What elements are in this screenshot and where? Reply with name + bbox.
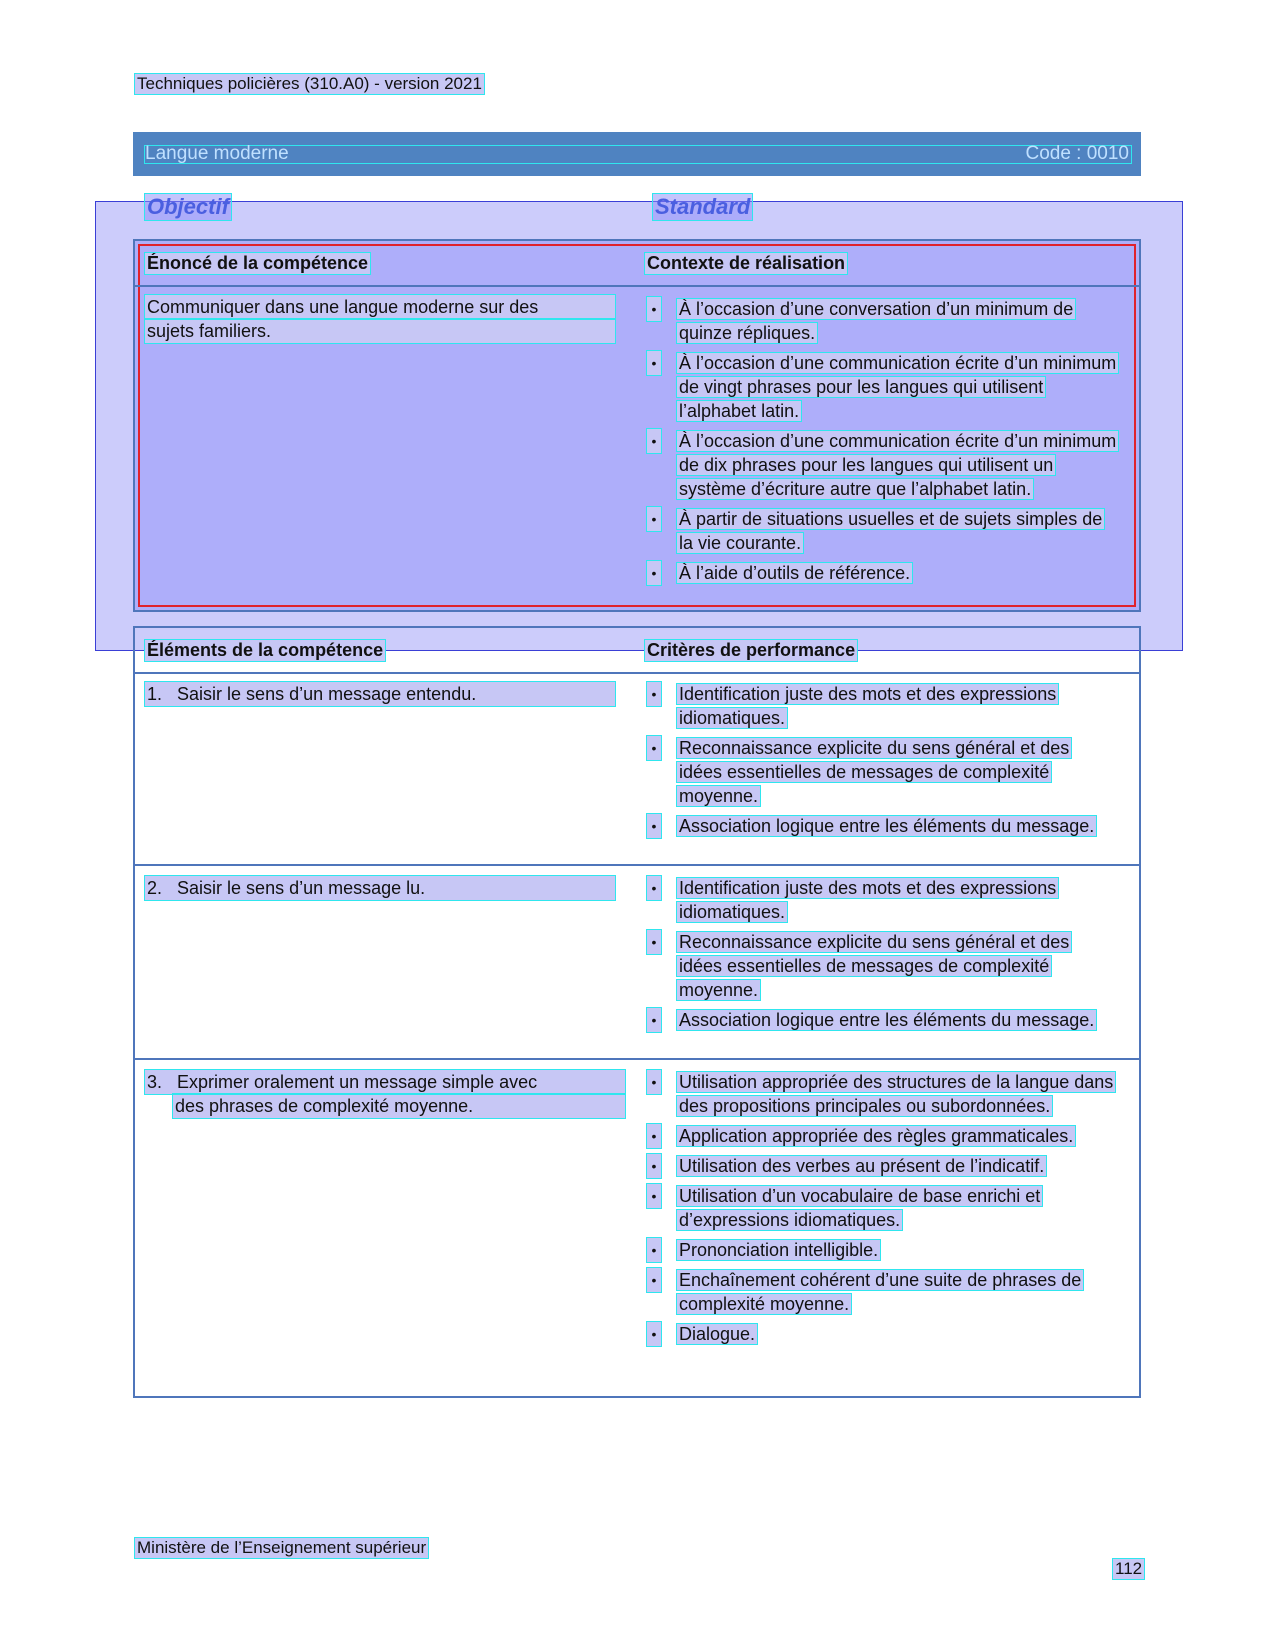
page-number: 112 xyxy=(1115,1559,1143,1578)
course-title: Langue moderne xyxy=(145,143,289,164)
element-line xyxy=(145,876,615,900)
objective-label: Objectif xyxy=(147,194,229,219)
criterion-text: Utilisation d’un vocabulaire de base enrichi et d’expressions idiomatiques. xyxy=(679,1186,1041,1230)
course-code: Code : 0010 xyxy=(1025,143,1129,164)
context-item-text: À l’occasion d’une communication écrite d’un minimum de dix phrases pour les langues qui utilisent un système d’écriture autre que l’alphabet latin. xyxy=(679,431,1117,499)
element-line xyxy=(145,1070,625,1094)
row-divider xyxy=(135,1058,1139,1060)
bullet-icon: • xyxy=(647,429,661,453)
criterion-text: Identification juste des mots et des expressions idiomatiques. xyxy=(679,684,1057,728)
criterion-text: Reconnaissance explicite du sens général et des idées essentielles de messages de complexité moyenne. xyxy=(679,932,1070,1000)
context-item-text: À partir de situations usuelles et de sujets simples de la vie courante. xyxy=(679,509,1103,553)
bullet-icon: • xyxy=(647,930,661,954)
elements-heading: Éléments de la compétence xyxy=(147,640,384,660)
context-item-text: À l’occasion d’une conversation d’un minimum de quinze répliques. xyxy=(679,299,1074,343)
statement-heading: Énoncé de la compétence xyxy=(147,253,369,273)
element-number: 2. xyxy=(147,878,163,898)
competency-header-row xyxy=(135,241,1139,287)
context-item xyxy=(647,507,1117,555)
criterion-item xyxy=(647,814,1117,838)
bullet-icon: • xyxy=(647,1124,661,1148)
criterion-text: Prononciation intelligible. xyxy=(679,1240,879,1260)
criteria-list-2 xyxy=(647,876,1117,1038)
criterion-text: Utilisation appropriée des structures de la langue dans des propositions principales ou subordonnées. xyxy=(679,1072,1114,1116)
competency-table xyxy=(133,239,1141,612)
statement-line: Communiquer dans une langue moderne sur des xyxy=(145,295,615,319)
context-heading: Contexte de réalisation xyxy=(647,253,846,273)
criterion-text: Enchaînement cohérent d’une suite de phrases de complexité moyenne. xyxy=(679,1270,1082,1314)
footer-ministry: Ministère de l’Enseignement supérieur xyxy=(137,1538,427,1557)
criteria-heading: Critères de performance xyxy=(647,640,856,660)
criterion-item xyxy=(647,1322,1117,1346)
bullet-icon: • xyxy=(647,1322,661,1346)
criterion-item xyxy=(647,682,1117,730)
course-title-bar xyxy=(133,132,1141,176)
competency-statement xyxy=(145,295,615,343)
element-line xyxy=(145,682,615,706)
section-labels xyxy=(145,194,1125,224)
element-number: 3. xyxy=(147,1072,163,1092)
elements-table xyxy=(133,626,1141,1398)
criterion-item xyxy=(647,1008,1117,1032)
context-item xyxy=(647,561,1117,585)
bullet-icon: • xyxy=(647,351,661,375)
criterion-item xyxy=(647,1154,1117,1178)
element-text: Saisir le sens d’un message lu. xyxy=(177,878,426,898)
criterion-item xyxy=(647,876,1117,924)
criterion-item xyxy=(647,1124,1117,1148)
element-3 xyxy=(145,1070,625,1118)
element-text: Exprimer oralement un message simple avec xyxy=(177,1072,538,1092)
bullet-icon: • xyxy=(647,876,661,900)
bullet-icon: • xyxy=(647,814,661,838)
element-line: des phrases de complexité moyenne. xyxy=(173,1094,625,1118)
element-text: Saisir le sens d’un message entendu. xyxy=(177,684,477,704)
bullet-icon: • xyxy=(647,507,661,531)
bullet-icon: • xyxy=(647,1008,661,1032)
bullet-icon: • xyxy=(647,1268,661,1292)
bullet-icon: • xyxy=(647,1154,661,1178)
criteria-list-1 xyxy=(647,682,1117,844)
criterion-text: Reconnaissance explicite du sens général et des idées essentielles de messages de complexité moyenne. xyxy=(679,738,1070,806)
criterion-text: Association logique entre les éléments du message. xyxy=(679,1010,1095,1030)
running-header: Techniques policières (310.A0) - version 2021 xyxy=(137,74,482,93)
context-item-text: À l’occasion d’une communication écrite d’un minimum de vingt phrases pour les langues qui utilisent l’alphabet latin. xyxy=(679,353,1117,421)
bullet-icon: • xyxy=(647,736,661,760)
elements-header-row xyxy=(135,628,1139,674)
criterion-item xyxy=(647,1268,1117,1316)
criterion-item xyxy=(647,930,1117,1002)
bullet-icon: • xyxy=(647,561,661,585)
criterion-item xyxy=(647,1070,1117,1118)
statement-line: sujets familiers. xyxy=(145,319,615,343)
context-item-text: À l’aide d’outils de référence. xyxy=(679,563,911,583)
title-bar-outline xyxy=(145,146,1131,163)
criterion-text: Utilisation des verbes au présent de l’indicatif. xyxy=(679,1156,1045,1176)
bullet-icon: • xyxy=(647,1238,661,1262)
bullet-icon: • xyxy=(647,682,661,706)
criteria-list-3 xyxy=(647,1070,1117,1352)
context-item xyxy=(647,429,1117,501)
standard-label: Standard xyxy=(655,194,751,219)
context-item xyxy=(647,297,1117,345)
row-divider xyxy=(135,864,1139,866)
criterion-text: Identification juste des mots et des expressions idiomatiques. xyxy=(679,878,1057,922)
criterion-item xyxy=(647,736,1117,808)
element-1 xyxy=(145,682,615,706)
criterion-text: Dialogue. xyxy=(679,1324,756,1344)
element-2 xyxy=(145,876,615,900)
criterion-text: Application appropriée des règles grammaticales. xyxy=(679,1126,1074,1146)
context-list xyxy=(647,297,1117,591)
bullet-icon: • xyxy=(647,1184,661,1208)
bullet-icon: • xyxy=(647,1070,661,1094)
context-item xyxy=(647,351,1117,423)
criterion-item xyxy=(647,1184,1117,1232)
bullet-icon: • xyxy=(647,297,661,321)
criterion-text: Association logique entre les éléments du message. xyxy=(679,816,1095,836)
criterion-item xyxy=(647,1238,1117,1262)
element-number: 1. xyxy=(147,684,163,704)
